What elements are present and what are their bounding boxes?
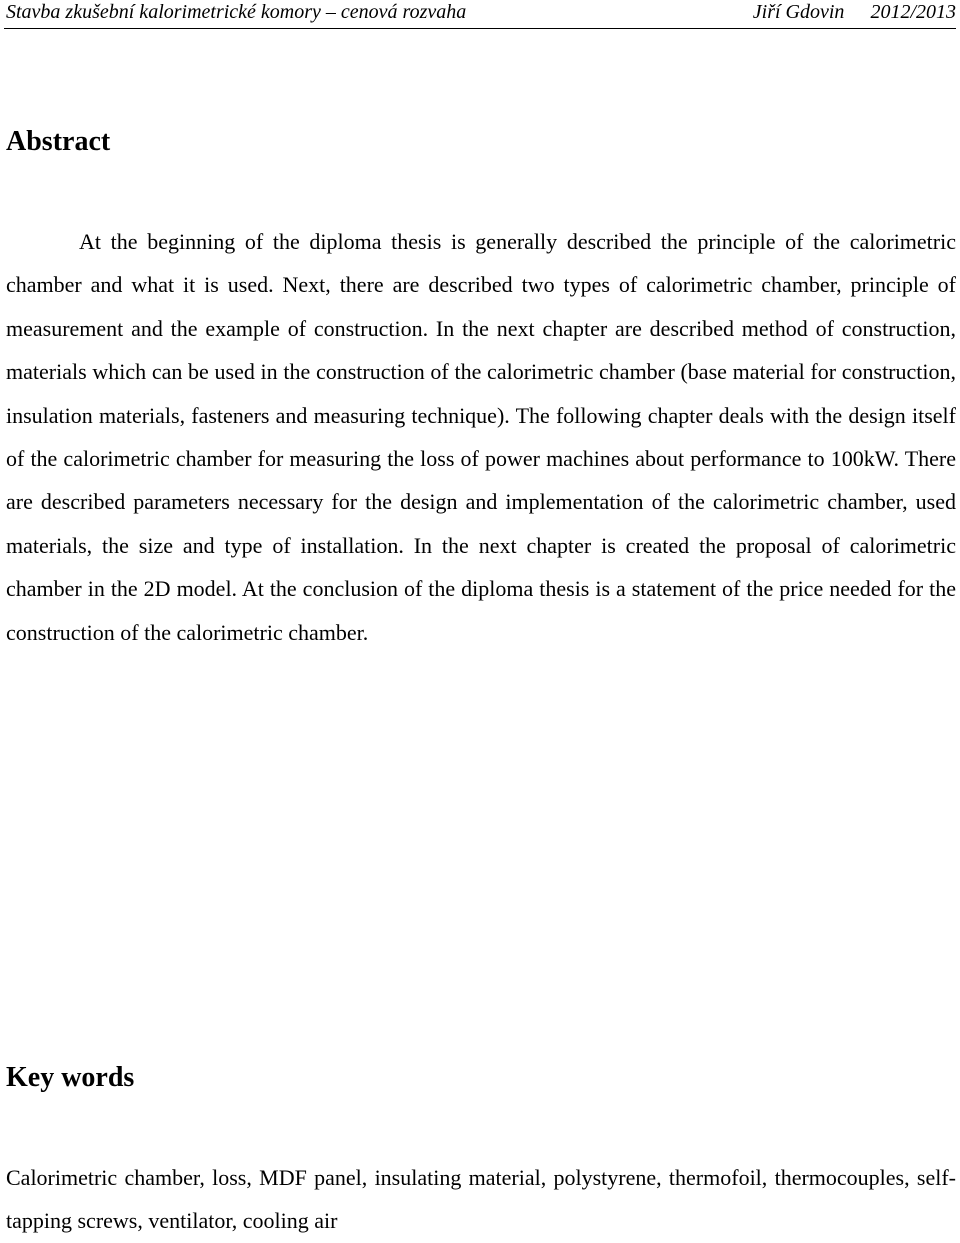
header-author: Jiří Gdovin	[752, 1, 845, 23]
keywords-paragraph: Calorimetric chamber, loss, MDF panel, insulating material, polystyrene, thermofoil, thermocouples, self-tapping screws, ventilator, cooling air	[6, 1165, 956, 1234]
header-title: Stavba zkušební kalorimetrické komory – cenová rozvaha	[6, 1, 467, 23]
header-year: 2012/2013	[870, 1, 956, 23]
page-header	[4, 0, 956, 29]
abstract-paragraph: At the beginning of the diploma thesis is generally described the principle of the calorimetric chamber and what it is used. Next, there are described two types of calorimetric chamber, principle of measurement and the example of construction. In the next chapter are described method of construction, materials which can be used in the construction of the calorimetric chamber (base material for construction, insulation materials, fasteners and measuring technique). The following chapter deals with the design itself of the calorimetric chamber for measuring the loss of power machines about performance to 100kW. There are described parameters necessary for the design and implementation of the calorimetric chamber, used materials, the size and type of installation. In the next chapter is created the proposal of calorimetric chamber in the 2D model. At the conclusion of the diploma thesis is a statement of the price needed for the construction of the calorimetric chamber.	[6, 229, 956, 645]
abstract-heading: Abstract	[6, 126, 111, 157]
keywords-heading: Key words	[6, 1062, 135, 1093]
header-meta	[753, 0, 956, 24]
